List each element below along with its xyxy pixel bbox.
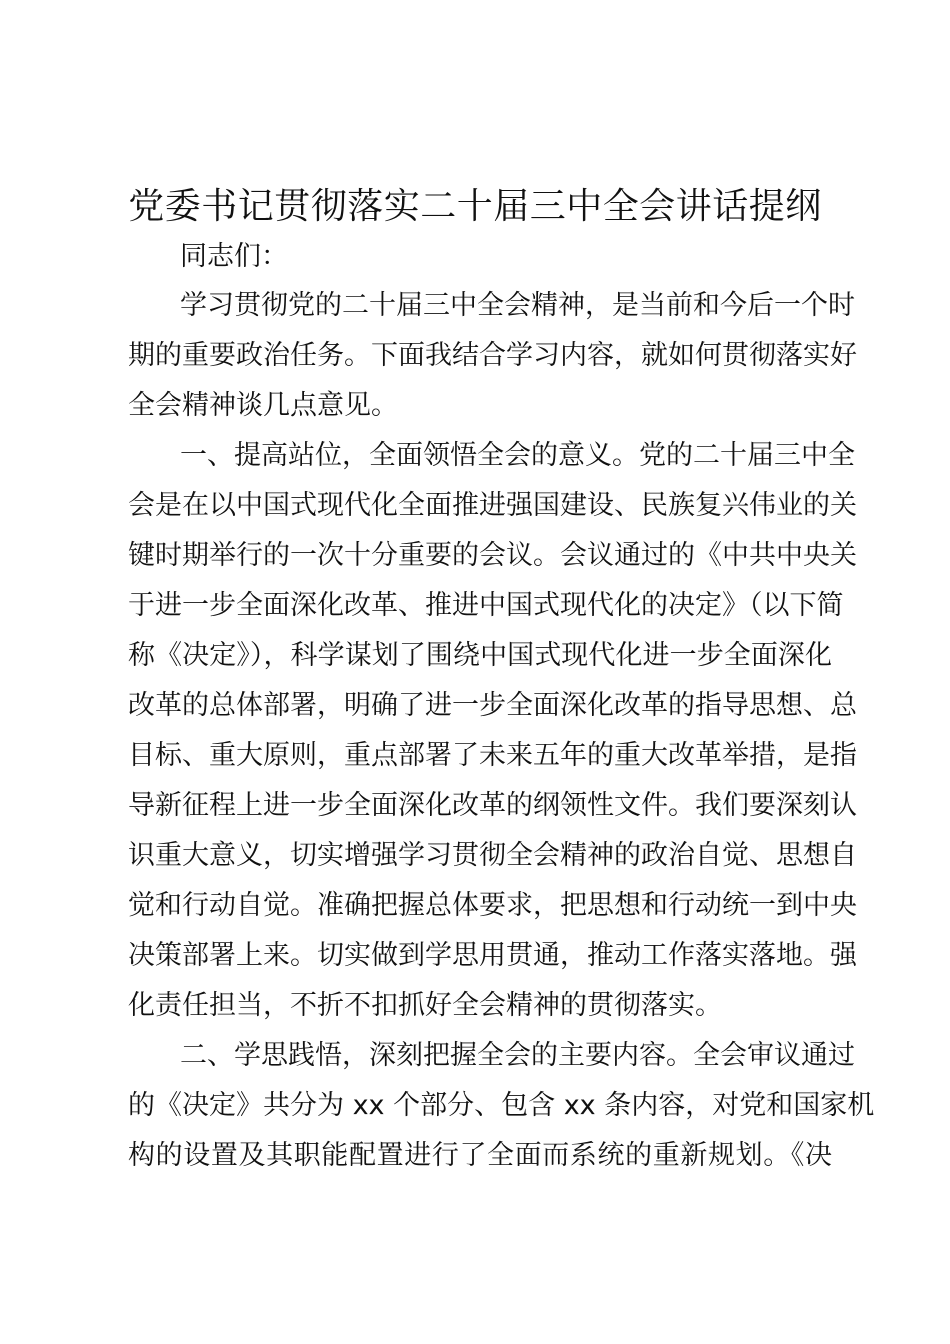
paragraph-line: 的《决定》共分为 xx 个部分、包含 xx 条内容，对党和国家机 xyxy=(128,1090,875,1121)
paragraph-line: 一、提高站位，全面领悟全会的意义。党的二十届三中全 xyxy=(180,440,855,471)
paragraph-line: 期的重要政治任务。下面我结合学习内容，就如何贯彻落实好 xyxy=(128,340,857,371)
paragraph-line: 构的设置及其职能配置进行了全面而系统的重新规划。《决 xyxy=(128,1140,832,1171)
paragraph-line: 目标、重大原则，重点部署了未来五年的重大改革举措，是指 xyxy=(128,740,857,771)
paragraph-line: 二、学思践悟，深刻把握全会的主要内容。全会审议通过 xyxy=(180,1040,855,1071)
paragraph-line: 决策部署上来。切实做到学思用贯通，推动工作落实落地。强 xyxy=(128,940,857,971)
paragraph-line: 改革的总体部署，明确了进一步全面深化改革的指导思想、总 xyxy=(128,690,857,721)
paragraph-line: 全会精神谈几点意见。 xyxy=(128,390,398,421)
paragraph-line: 学习贯彻党的二十届三中全会精神，是当前和今后一个时 xyxy=(180,290,855,321)
salutation: 同志们： xyxy=(180,241,288,272)
paragraph-line: 会是在以中国式现代化全面推进强国建设、民族复兴伟业的关 xyxy=(128,490,857,521)
paragraph-line: 导新征程上进一步全面深化改革的纲领性文件。我们要深刻认 xyxy=(128,790,857,821)
paragraph-line: 觉和行动自觉。准确把握总体要求，把思想和行动统一到中央 xyxy=(128,890,857,921)
paragraph-line: 于进一步全面深化改革、推进中国式现代化的决定》（以下简 xyxy=(128,590,844,621)
paragraph-line: 识重大意义，切实增强学习贯彻全会精神的政治自觉、思想自 xyxy=(128,840,857,871)
paragraph-line: 化责任担当，不折不扣抓好全会精神的贯彻落实。 xyxy=(128,990,722,1021)
paragraph-line: 键时期举行的一次十分重要的会议。会议通过的《中共中央关 xyxy=(128,540,857,571)
document-title: 党委书记贯彻落实二十届三中全会讲话提纲 xyxy=(128,186,822,227)
paragraph-line: 称《决定》），科学谋划了围绕中国式现代化进一步全面深化 xyxy=(128,640,832,671)
